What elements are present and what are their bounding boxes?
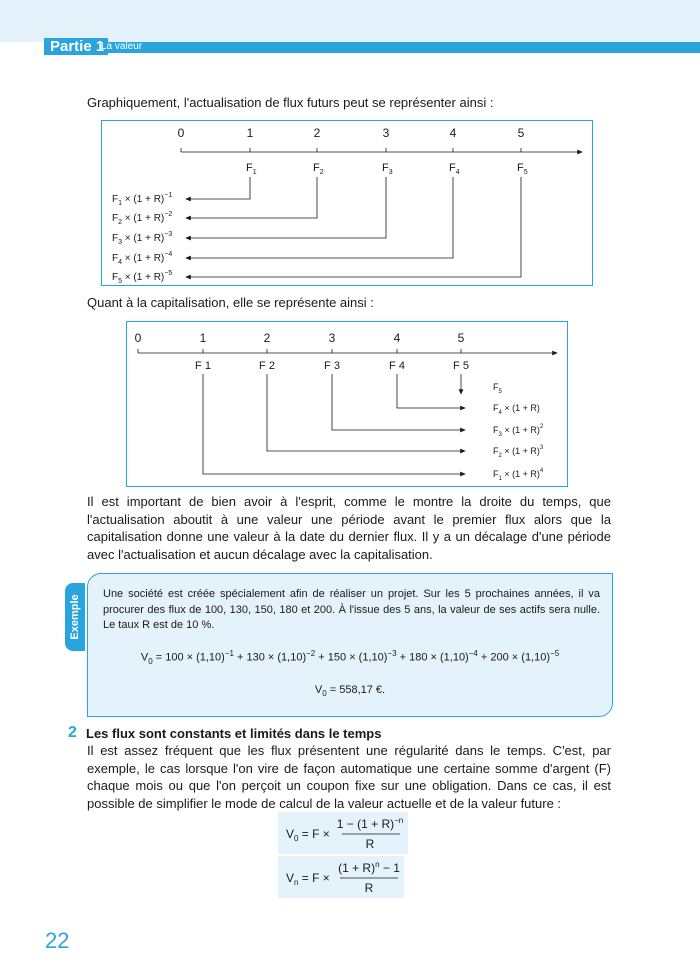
chapter-label: La valeur xyxy=(101,41,143,52)
formula-term: 200 × (1,10) xyxy=(490,651,551,664)
v0-lhs: V xyxy=(286,827,295,841)
example-result-value: = 558,17 €. xyxy=(326,684,386,696)
tick-label-4: 4 xyxy=(393,331,401,345)
tick-label-2: 2 xyxy=(263,331,271,345)
formula-plus: + xyxy=(315,651,328,664)
v0-numerator: 1 − (1 + R) xyxy=(336,817,395,831)
discounted-value-label: $F_2 \times (1 + R)^{-2}$ xyxy=(112,211,173,226)
compound-arrow xyxy=(332,374,465,430)
section-number: 2 xyxy=(68,724,77,741)
vn-num-tail: − 1 xyxy=(379,861,400,875)
section-paragraph: Il est assez fréquent que les flux présentent une régularité dans le temps. C'est, par exemple, le cas lorsque l'on vire de façon automatique une certaine somme d'argent (F) chaque mois ou que l'on perçoit un coupon fixe sur une obligation. Dans ce cas, il est possible de simplifier le mode de calcul de la valeur actuelle et de la valeur future : xyxy=(87,743,611,811)
example-text: Une société est créée spécialement afin de réaliser un projet. Sur les 5 prochaines années, il va procurer des flux de 100, 130, 150, 180 et 200. À l'issue des 5 ans, la valeur de ses actifs sera nulle. Le taux R est de 10 %. xyxy=(103,588,600,631)
formula-eq: = xyxy=(152,651,166,664)
discounted-value-label: $F_1 \times (1 + R)^{-1}$ xyxy=(112,192,173,207)
v0-sub: 0 xyxy=(294,834,299,843)
formula-term: 100 × (1,10) xyxy=(165,651,225,664)
intro-capitalisation: Quant à la capitalisation, elle se représente ainsi : xyxy=(87,295,374,310)
flow-label: F 2 xyxy=(259,360,275,372)
tick-label-5: 5 xyxy=(517,126,525,140)
example-result-sub: 0 xyxy=(322,689,327,699)
v0-denominator: R xyxy=(365,837,375,851)
flow-label: $F_1$ xyxy=(246,162,257,176)
header-band xyxy=(0,0,700,42)
compound-arrow xyxy=(397,374,465,408)
discount-arrow xyxy=(186,177,250,199)
discount-arrow xyxy=(186,177,521,277)
vn-lhs: V xyxy=(286,871,295,885)
compounded-value-label: $F_1 \times (1 + R)^4$ xyxy=(493,468,544,482)
svg-text:Vn = F × xyxy=(286,871,330,887)
flow-label: F 5 xyxy=(453,360,469,372)
page-number: 22 xyxy=(45,928,70,953)
vn-num-exp: n xyxy=(375,860,380,869)
svg-text:1 − (1 + R)−n xyxy=(337,816,403,831)
example-result xyxy=(88,684,612,698)
formula-lhs: V xyxy=(140,651,149,664)
tick-label-5: 5 xyxy=(457,331,465,345)
intro-actualisation: Graphiquement, l'actualisation de flux futurs peut se représenter ainsi : xyxy=(87,95,494,110)
formula-lhs-sub: 0 xyxy=(148,656,153,666)
tick-label-1: 1 xyxy=(199,331,207,345)
compounded-value-label: $F_4 \times (1 + R)$ xyxy=(493,403,540,416)
tick-label-2: 2 xyxy=(313,126,321,140)
discounted-value-label: $F_5 \times (1 + R)^{-5}$ xyxy=(112,270,173,285)
formula-plus: + xyxy=(477,651,491,664)
formula-plus: + xyxy=(233,651,247,664)
vn-denominator: R xyxy=(364,881,374,895)
formula-exponent: −4 xyxy=(468,649,478,658)
discount-arrow xyxy=(186,177,317,218)
svg-text:(1 + R)n − 1 xyxy=(338,860,400,875)
actualisation-diagram xyxy=(101,120,593,286)
section-title: Les flux sont constants et limités dans le temps xyxy=(86,726,382,741)
formula-term: 180 × (1,10) xyxy=(409,651,469,664)
example-formula xyxy=(88,649,612,666)
compounded-value-label: $F_2 \times (1 + R)^3$ xyxy=(493,445,544,459)
svg-text:V0 = F × xyxy=(286,827,330,843)
compound-arrow xyxy=(203,374,465,474)
flow-label: $F_3$ xyxy=(382,162,393,176)
v0-mid: = F × xyxy=(298,827,330,841)
vn-sub: n xyxy=(294,878,299,887)
capitalisation-diagram xyxy=(126,321,568,487)
formula-term: 150 × (1,10) xyxy=(327,651,388,664)
flow-label: $F_4$ xyxy=(449,162,460,176)
example-result-lhs: V xyxy=(314,684,323,696)
vn-num-base: (1 + R) xyxy=(338,861,376,875)
tick-label-3: 3 xyxy=(382,126,390,140)
tick-label-0: 0 xyxy=(134,331,142,345)
tick-label-3: 3 xyxy=(328,331,336,345)
example-box xyxy=(87,573,613,717)
formula-term: 130 × (1,10) xyxy=(246,651,307,664)
formula-exponent: −3 xyxy=(387,649,397,658)
paragraph-decalage: Il est important de bien avoir à l'esprit, comme le montre la droite du temps, que l'actualisation aboutit à une valeur une période avant le premier flux alors que la capitalisation donne une valeur à la date du dernier flux. Il y a un décalage d'une période avec l'actualisation et aucun décalage avec la capitalisation. xyxy=(87,494,611,562)
tick-label-4: 4 xyxy=(449,126,457,140)
discount-arrow xyxy=(186,177,386,238)
flow-label: F 3 xyxy=(324,360,340,372)
header-bar xyxy=(44,42,700,53)
discount-arrow xyxy=(186,177,453,258)
vn-mid: = F × xyxy=(298,871,330,885)
flow-label: F 4 xyxy=(389,360,405,372)
formula-vn xyxy=(278,856,404,898)
formula-v0 xyxy=(278,812,408,854)
formula-exponent: −2 xyxy=(306,649,316,658)
compounded-value-label: $F_5$ xyxy=(493,382,502,395)
tick-label-0: 0 xyxy=(177,126,185,140)
compound-arrow xyxy=(267,374,465,451)
compounded-value-label: $F_3 \times (1 + R)^2$ xyxy=(493,424,544,438)
tick-label-1: 1 xyxy=(246,126,254,140)
example-tab-label: Exemple xyxy=(69,594,81,640)
discounted-value-label: $F_3 \times (1 + R)^{-3}$ xyxy=(112,231,173,246)
flow-label: $F_2$ xyxy=(313,162,324,176)
formula-exponent: −1 xyxy=(224,649,234,658)
formula-plus: + xyxy=(396,651,410,664)
part-label: Partie 1 xyxy=(44,38,108,55)
formula-exponent: −5 xyxy=(550,649,560,658)
example-tab xyxy=(65,583,85,651)
flow-label: F 1 xyxy=(195,360,211,372)
flow-label: $F_5$ xyxy=(517,162,528,176)
v0-num-exp: −n xyxy=(394,816,404,825)
discounted-value-label: $F_4 \times (1 + R)^{-4}$ xyxy=(112,251,173,266)
